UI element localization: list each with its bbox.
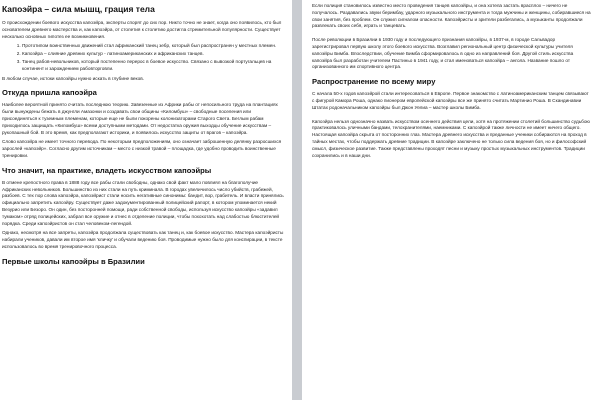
list-item: 2. Капоэйра – слияние древних культур - латиноамериканских и африканских танцев. (22, 51, 284, 58)
hypotheses-note: В любом случае, истоки капоэйры нужно искать в глубине веков. (2, 75, 145, 81)
document-page-left (0, 0, 292, 400)
document-page-right (302, 0, 600, 400)
practice-paragraph-2: Однако, несмотря на все запреты, капоэйра продолжала существовать как танец и, как боевое искусство. Мастера капоэйристы набирали учеников, давали им второе имя 'кличку' и обучали ведению боя. Проводимые нужно было для конспирации, в тексте использовалось во время тренировочного процесса. (2, 230, 284, 249)
section-heading-spread: Распространение по всему миру (312, 77, 436, 87)
hypotheses-list (2, 43, 284, 72)
intro-paragraph: О происхождении боевого искусства капоэйра, эксперты спорят до сих пор. Никто точно не знает, когда оно появилось, кто был основателем древнего мастерства и, как капоэйра, от столетия к столетию достигла стремительной популярности. Существует несколько основных гипотез ее возникновения. (2, 20, 282, 39)
revolution-paragraph: После революции в Бразилии в 1930 году и последующего признания капоэйры, в 1937-м, в городе Сальвадор зарегистрировал первую школу этого боевого искусства. Возглавил региональный центр физической культуры учителя капоэйры Бимба. Впоследствии, обучение Бимба сформировалось в одно из направлений боя. Другой стиль искусства капоэйра был разработан учителем Пастиньо в 1941 году, и стал именоваться капоэйра – ангола. Название пошло от организованного им спортивного центра. (312, 37, 574, 70)
practice-paragraph-1: В отмене крепостного права в 1888 году все рабы стали свободны, однако свой факт мало повлиял на благополучие Африканских невольников. Большинство из них стали на путь криминала. В городах увеличилось число убийств, грабежей, разбоев. С тех пор слова капоэйра, капоэйрист стали носить негативные синонимы: бандит, вор, грабитель. И власти принялись официально запретить капоэйру. Существует даже задокументированный полицейский рапорт, в котором упоминается некий Везурио или Безоро. Он один, без посторонней помощи, ради собственной свободы, используя искусство капоэйры «задавил тумаком» отряд полицейских, забрал все оружие и отнес в отделение полиции, чтобы похохотать над слабостью блюстителей порядка. Среди капоэйристов он стал человеком-легендой. (2, 179, 284, 226)
list-item: 3. Танец рабов-невольников, который постепенно перерос в боевое искусство. Связано с вывозкой португальцев на континент и зарождением рабовторговли. (22, 59, 284, 73)
police-paragraph: Если полиция становилось известно место проведения танцев капоэйры, и она хотела застать врасплох – ничего не получалось. Раздавались звуки беримбау, ударного музыкального инструмента и тогда мужчины и женщины, собиравшиеся на свои занятия, без проблем. Он служил сигналом опасности. Капоэйристы и зрители разбегались, а музыканты продолжали развлекать своих себя, играть и танцевать. (312, 3, 591, 29)
europe-paragraph: С начала 50-х годов капоэйрой стали интересоваться в Европе. Первое знакомство с латиноамериканским танцем связывают с фигурой Камора Роша, однако пионером европейской капоэйры все же принято считать Мартинио Роша. В Скандинавии Штатах родоначальником капоэйры был Джон Уелиа – мастер школы Бимба. (312, 91, 589, 110)
origin-paragraph-1: Наиболее вероятной принято считать последнюю теорию. Завезенные из Африки рабы от непосильного труда на плантациях были вынуждены бежать в джунгли Амазонки и создавать свои общины «Киломбуш» – свободные поселения или присоединяться к туземным племенам, которые еще не были покорены колонизаторами Старого Света. Беглым рабам приходилось защищать «Киломбуш» всеми доступными методами. От недостатка оружия выходцы обучение искусствам – рукопашный бой. В это время, как предполагают историки, и появилось искусство защиты от врагов – капоэйра. (2, 102, 278, 135)
section-heading-practice: Что значит, на практике, владеть искусством капоэйры (2, 165, 212, 175)
section-heading-origin: Откуда пришла капоэйра (2, 88, 97, 98)
list-item: 1. Прототипом воинственных движений стал африканский танец зебр, который был распространен у местных племен. (22, 43, 284, 50)
philosophy-paragraph: Капоэйра нельзя однозначно назвать искусством осеннего действия цели, хотя на протяжении столетий большинство судьбою практиковалось уличными бандами, телохранителями, наемниками. С капоэйрой также личности не имеет ничего общего. Настоящая капоэйра скрыта от посторонних глаз. Мастера древнего искусства и преданные ученики собираются на проход в тайных местах, чтобы поддержать древние традиции. В капоэйре заключено не только сила ведения боя, но и философский смысл, физическое развитие. Также представлены проходят песни и музыку простых музыкальных инструментов. Традиции сохранились и в наши дни. (312, 118, 590, 158)
origin-paragraph-2: Слово капоэйра не имеет точного перевода. По некоторым предположениям, оно означает заброшенную делянку разросшихся зарослей «капоэйр». Согласно другим источникам – место с низкой травой – площадка, где удобно проводить воинственные тренировки. (2, 139, 282, 158)
page-title: Капоэйра – сила мышц, грация тела (2, 4, 155, 14)
section-heading-schools: Первые школы капоэйры в Бразилии (2, 256, 145, 266)
